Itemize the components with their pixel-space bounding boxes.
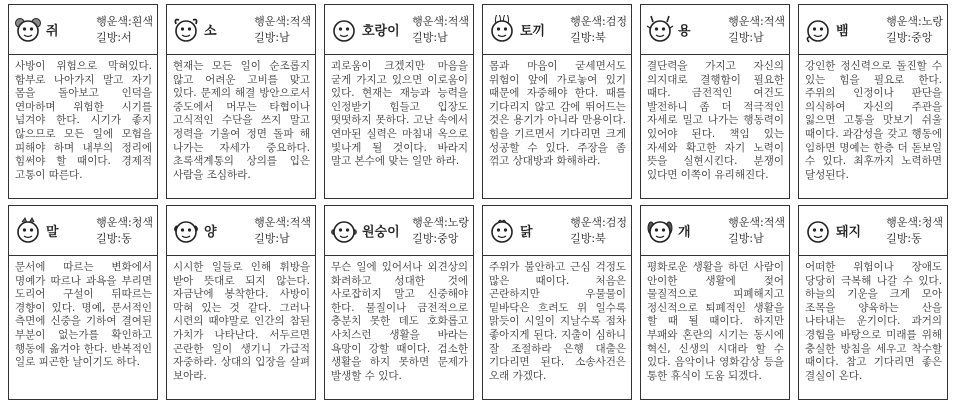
- lucky-direction: 길방:남: [254, 231, 290, 245]
- luck-info: [728, 14, 785, 46]
- luck-info: [254, 14, 311, 46]
- snake-icon: [803, 15, 833, 45]
- zodiac-card: [166, 205, 316, 400]
- dragon-icon: [645, 15, 675, 45]
- zodiac-card: [798, 205, 948, 400]
- animal-name: 소: [204, 24, 217, 39]
- rat-icon: [13, 15, 43, 45]
- fortune-text: 시시한 일들로 인해 휘방을 받아 뜻대로 되지 않는다. 자금난에 봉착한다. 사방이 막혀 있는 것 같다. 그러나 시련의 때야말로 인간의 참된 가치가 나타난다. 서두르면 곤란한 일이 생기니 가급적 자중하라. 상대의 입장을 살펴 보아라.: [173, 261, 310, 382]
- lucky-direction: 길방:남: [254, 30, 290, 44]
- lucky-direction: 길방:북: [570, 30, 606, 44]
- animal-name: 돼지: [836, 225, 862, 240]
- luck-info: [96, 215, 153, 247]
- horse-icon: [13, 216, 43, 246]
- fortune-text: 괴로움이 크겠지만 마음을 굳게 가지고 있으면 이로움이 있다. 현재는 재능과 능력을 인정받기 힘들고 입장도 떳떳하지 못하다. 고난 속에서 연마된 실력은 마침내 옥으로 빛나게 될 것이다. 바라지 말고 본수에 맞는 일만 하라.: [331, 60, 468, 168]
- card-header: [167, 5, 315, 55]
- card-header: [483, 5, 631, 55]
- luck-info: [412, 215, 469, 247]
- card-header: [641, 5, 789, 55]
- animal-name: 호랑이: [362, 24, 400, 39]
- card-header: [799, 5, 947, 55]
- animal-name: 닭: [520, 225, 533, 240]
- card-header: [325, 206, 473, 256]
- fortune-text: 강인한 정신력으로 돌진할 수 있는 힘을 필요로 한다. 주위의 인정이나 판단을 의식하여 자신의 주관을 잃으면 고통을 맛보기 쉬울 때이다. 과감성을 갖고 행동에 임하면 명예는 한층 더 돋보일 수 있다. 최후까지 노력하면 달성된다.: [805, 60, 942, 181]
- lucky-color: 행운색:노랑: [412, 215, 469, 229]
- animal-name: 토끼: [520, 24, 546, 39]
- zodiac-card: [482, 205, 632, 400]
- zodiac-card: [324, 4, 474, 199]
- card-header: [167, 206, 315, 256]
- zodiac-card: [324, 205, 474, 400]
- luck-info: [570, 215, 627, 247]
- lucky-color: 행운색:적색: [728, 215, 785, 229]
- lucky-color: 행운색:적색: [728, 14, 785, 28]
- card-header: [9, 5, 157, 55]
- lucky-direction: 길방:서: [96, 30, 132, 44]
- rabbit-icon: [487, 15, 517, 45]
- animal-name: 개: [678, 225, 691, 240]
- lucky-direction: 길방:동: [96, 231, 132, 245]
- lucky-color: 행운색:노랑: [886, 14, 943, 28]
- luck-info: [96, 14, 153, 46]
- zodiac-card: [640, 4, 790, 199]
- card-header: [325, 5, 473, 55]
- dog-icon: [645, 216, 675, 246]
- fortune-text: 문서에 따르는 변화에서 명예가 따르나 과욕을 부리면 도리어 구설이 뒤따르는 경향이 있다. 명예, 문서적인 측면에 신중을 기하여 결여된 부분이 없는가를 확인하고 행동에 옮겨야 한다. 반복적인 일로 피곤한 날이기도 하다.: [15, 261, 152, 369]
- pig-icon: [803, 216, 833, 246]
- lucky-color: 행운색:적색: [254, 215, 311, 229]
- lucky-color: 행운색:청색: [886, 215, 943, 229]
- lucky-color: 행운색:청색: [96, 215, 153, 229]
- animal-name: 쥐: [46, 24, 59, 39]
- lucky-color: 행운색:검정: [570, 14, 627, 28]
- animal-name: 용: [678, 24, 691, 39]
- fortune-text: 주위가 불안하고 근심 걱정도 많은 때이다. 처음은 곤란하지만 우물물이 밑바닥은 흐려도 위 일수록 맑듯이 시일이 지날수록 점차 좋아지게 된다. 지출이 심하니 잘 조절하라 은행 대출은 기다리면 된다. 소송사건은 오래 가겠다.: [489, 261, 626, 382]
- lucky-color: 행운색:흰색: [96, 14, 153, 28]
- lucky-direction: 길방:중앙: [412, 231, 459, 245]
- zodiac-card: [166, 4, 316, 199]
- lucky-color: 행운색:적색: [254, 14, 311, 28]
- sheep-icon: [171, 216, 201, 246]
- animal-name: 양: [204, 225, 217, 240]
- fortune-text: 사방이 위험으로 막혀있다. 함부로 나아가지 말고 자기 몸을 돌아보고 인덕을 연마하며 위험한 시기를 넘겨야 한다. 시기가 좋지 않으므로 모든 일에 모험을 피해야 하며 내부의 정리에 힘써야 할 때이다. 경제적 고통이 따른다.: [15, 60, 152, 181]
- zodiac-card: [798, 4, 948, 199]
- fortune-text: 평화로운 생활을 하던 사람이 안이한 생활에 젖어 물질적으로 피폐해지고 정신적으로 퇴폐적인 생활을 할 때 될 때이다. 하지만 부패와 혼란의 시기는 동시에 혁신, 신생의 시대라 할 수 있다. 음악이나 영화감상 등을 통한 휴식이 도움 되겠다.: [647, 261, 784, 382]
- zodiac-card: [482, 4, 632, 199]
- lucky-color: 행운색:검정: [570, 215, 627, 229]
- lucky-direction: 길방:북: [570, 231, 606, 245]
- fortune-text: 어떠한 위험이나 장애도 당당히 극복해 나갈 수 있다. 하늘의 기운을 크게 모아 조목을 양육하는 산을 나타내는 운기이다. 과거의 경험을 바탕으로 미래를 위해 충실한 방침을 세우고 착수할 때이다. 참고 기다리면 좋은 결실이 온다.: [805, 261, 942, 382]
- luck-info: [728, 215, 785, 247]
- luck-info: [570, 14, 627, 46]
- lucky-direction: 길방:중앙: [886, 30, 933, 44]
- lucky-direction: 길방:남: [728, 231, 764, 245]
- lucky-color: 행운색:적색: [412, 14, 469, 28]
- zodiac-card: [8, 205, 158, 400]
- fortune-text: 결단력을 가지고 자신의 의지대로 결행함이 필요한 때다. 금전적인 여건도 발전하니 좀 더 적극적인 자세로 밀고 나가는 행동력이 있어야 된다. 책임 있는 자세와 확고한 자기 노력이 뜻을 실현시킨다. 분쟁이 있다면 이쪽이 유리해진다.: [647, 60, 784, 181]
- fortune-text: 현재는 모든 일이 순조롭지 않고 어려운 고비를 맞고 있다. 문제의 해결 방안으로서 중도에서 머무는 타협이나 고식적인 수단을 쓰지 말고 정력을 기울여 정면 돌파 해 나가는 자세가 중요하다. 초록색계통의 상의를 입은 사람을 조심하라.: [173, 60, 310, 181]
- lucky-direction: 길방:동: [886, 231, 922, 245]
- luck-info: [886, 14, 943, 46]
- zodiac-card: [640, 205, 790, 400]
- zodiac-fortune-grid: [8, 4, 948, 401]
- rooster-icon: [487, 216, 517, 246]
- card-header: [641, 206, 789, 256]
- monkey-icon: [329, 216, 359, 246]
- zodiac-card: [8, 4, 158, 199]
- fortune-text: 몸과 마음이 굳세면서도 위험이 앞에 가로놓여 있기 때문에 자중해야 한다. 때를 기다리지 않고 감에 뛰어드는 것은 용기가 아니라 만용이다. 힘을 기르면서 기다리면 크게 성공할 수 있다. 주장을 좀 꺾고 상대방과 화해하라.: [489, 60, 626, 168]
- tiger-icon: [329, 15, 359, 45]
- luck-info: [886, 215, 943, 247]
- lucky-direction: 길방:남: [728, 30, 764, 44]
- card-header: [483, 206, 631, 256]
- ox-icon: [171, 15, 201, 45]
- animal-name: 말: [46, 225, 59, 240]
- fortune-text: 무슨 일에 있어서나 외견상의 화려하고 성대한 것에 사로잡히지 말고 신중해야 한다. 물질이나 금전적으로 충분치 못한 데도 호화롭고 사치스런 생활을 바라는 욕망이 강할 때이다. 검소한 생활을 하지 못하면 문제가 발생할 수 있다.: [331, 261, 468, 382]
- animal-name: 뱀: [836, 24, 849, 39]
- card-header: [799, 206, 947, 256]
- luck-info: [412, 14, 469, 46]
- animal-name: 원숭이: [362, 225, 400, 240]
- card-header: [9, 206, 157, 256]
- luck-info: [254, 215, 311, 247]
- lucky-direction: 길방:남: [412, 30, 448, 44]
